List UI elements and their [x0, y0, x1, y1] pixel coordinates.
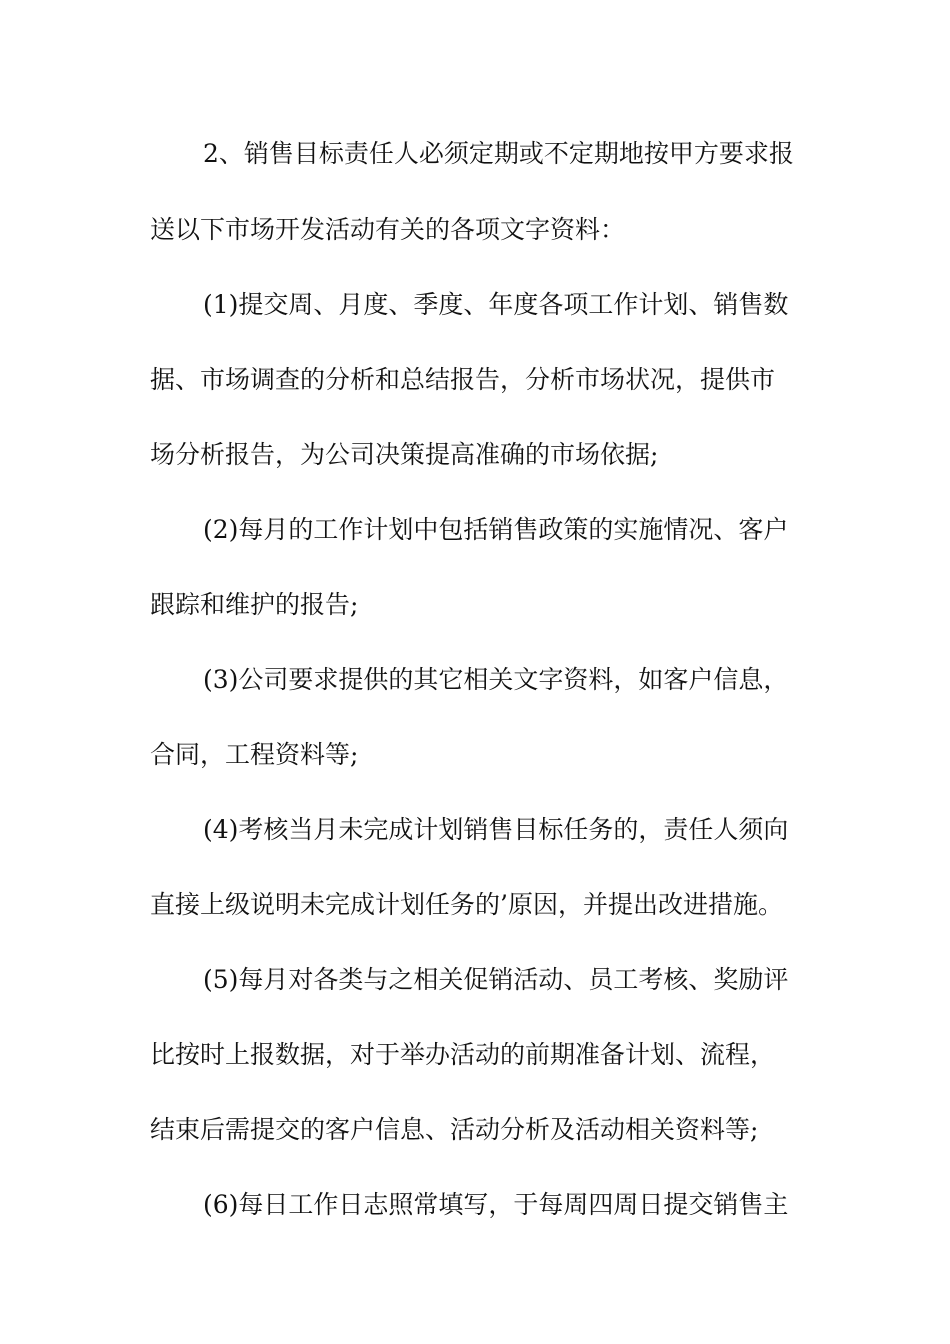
line-text: (3)公司要求提供的其它相关文字资料，如客户信息，	[203, 665, 789, 694]
line-text: 结束后需提交的客户信息、活动分析及活动相关资料等;	[150, 1115, 759, 1144]
text-line	[0, 210, 950, 250]
text-line	[0, 134, 950, 174]
line-text: 送以下市场开发活动有关的各项文字资料：	[150, 215, 626, 244]
line-text: (4)考核当月未完成计划销售目标任务的，责任人须向	[203, 815, 789, 844]
text-line	[0, 885, 950, 925]
line-text: 场分析报告，为公司决策提高准确的市场依据;	[150, 440, 659, 469]
line-text: (2)每月的工作计划中包括销售政策的实施情况、客户	[203, 515, 789, 544]
line-text: (5)每月对各类与之相关促销活动、员工考核、奖励评	[203, 965, 789, 994]
text-line	[0, 1035, 950, 1075]
text-line	[0, 735, 950, 775]
line-text: 比按时上报数据，对于举办活动的前期准备计划、流程，	[150, 1040, 776, 1069]
line-text: 2、销售目标责任人必须定期或不定期地按甲方要求报	[203, 139, 794, 168]
text-line	[0, 960, 950, 1000]
line-text: (6)每日工作日志照常填写，于每周四周日提交销售主	[203, 1190, 789, 1219]
line-text: 直接上级说明未完成计划任务的’原因，并提出改进措施。	[150, 890, 783, 919]
text-line	[0, 360, 950, 400]
line-text: 合同，工程资料等;	[150, 740, 359, 769]
text-line	[0, 660, 950, 700]
text-line	[0, 435, 950, 475]
text-line	[0, 1110, 950, 1150]
line-text: 跟踪和维护的报告;	[150, 590, 359, 619]
text-line	[0, 1185, 950, 1225]
text-line	[0, 285, 950, 325]
text-line	[0, 810, 950, 850]
text-line	[0, 510, 950, 550]
line-text: (1)提交周、月度、季度、年度各项工作计划、销售数	[203, 290, 789, 319]
line-text: 据、市场调查的分析和总结报告，分析市场状况，提供市	[150, 365, 776, 394]
text-line	[0, 585, 950, 625]
